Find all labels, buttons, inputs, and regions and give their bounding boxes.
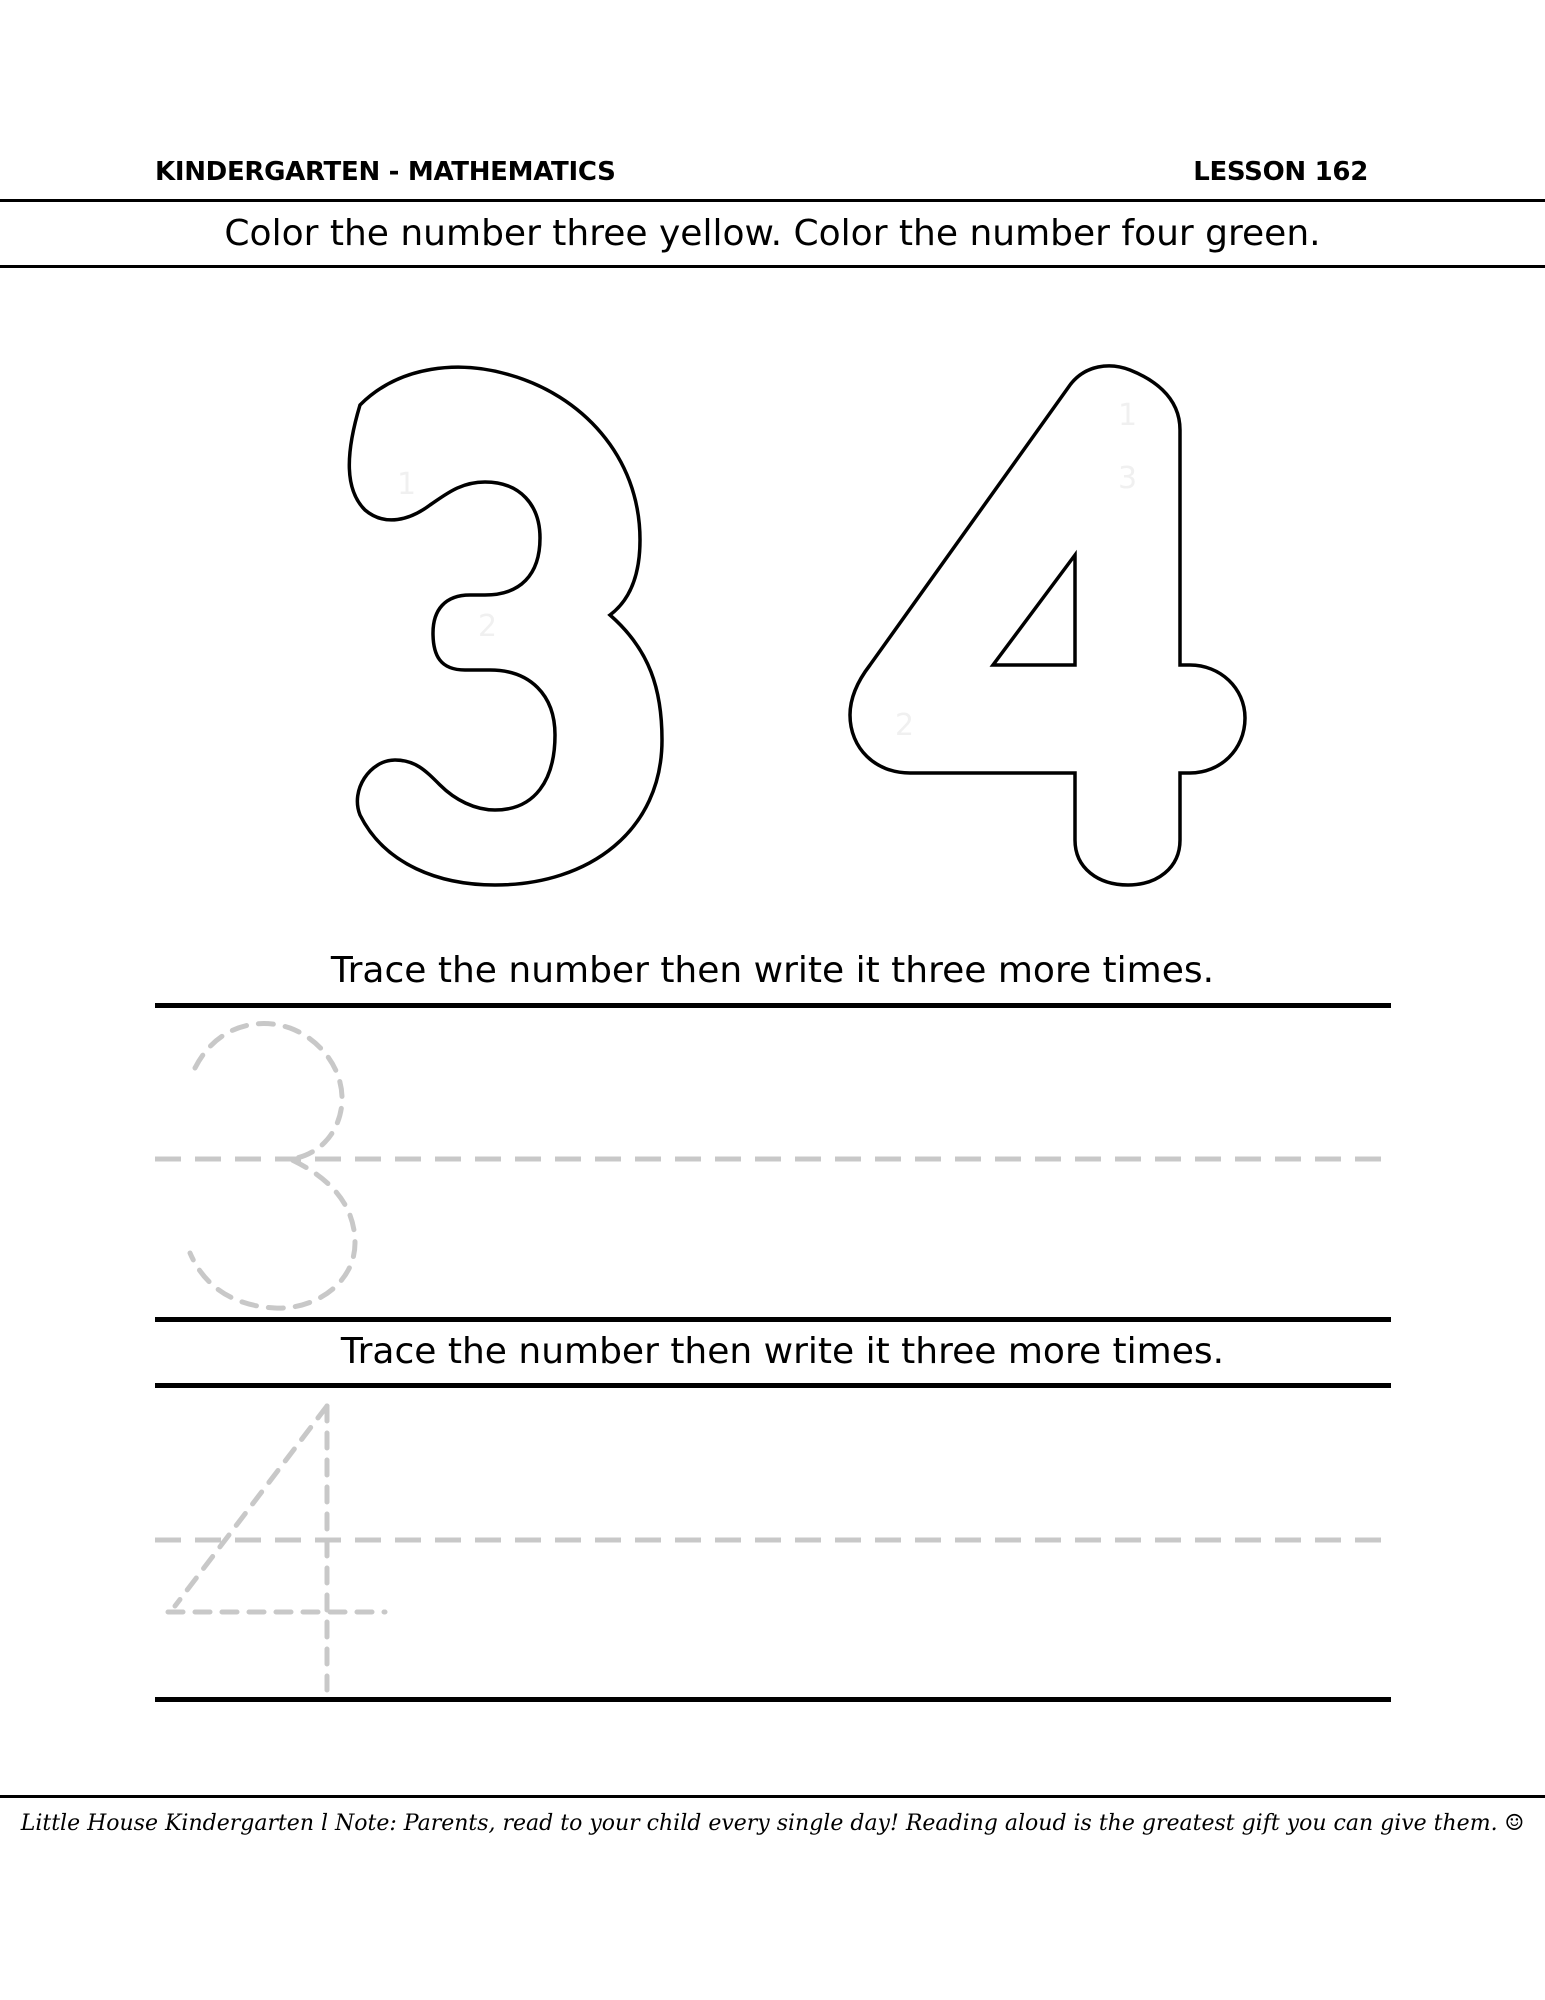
trace-row-four[interactable]: [155, 1388, 1391, 1700]
mark-four-1: 1: [1118, 398, 1138, 433]
coloring-digits: [0, 340, 1545, 900]
bubble-digit-four[interactable]: [850, 366, 1245, 885]
footer-rule: [0, 1795, 1545, 1798]
mark-four-2: 2: [895, 708, 915, 743]
footer-note: Little House Kindergarten l Note: Parents, read to your child every single day! Reading aloud is the greatest gift you can give them. ☺: [20, 1811, 1525, 1836]
header-rule-bottom: [0, 265, 1545, 268]
header-rule-top: [0, 199, 1545, 202]
trace-instruction-three: Trace the number then write it three more times.: [330, 950, 1215, 991]
mark-four-3: 3: [1118, 461, 1138, 496]
traceable-digit-four[interactable]: [168, 1406, 385, 1690]
trace-row-three[interactable]: [155, 1008, 1391, 1318]
trace-row-three-bottom-line: [155, 1317, 1391, 1322]
header-lesson: LESSON 162: [1193, 157, 1368, 187]
bubble-digit-three[interactable]: [349, 367, 662, 885]
traceable-digit-three[interactable]: [190, 1024, 355, 1309]
coloring-instruction: Color the number three yellow. Color the number four green.: [224, 213, 1321, 254]
header-subject: KINDERGARTEN - MATHEMATICS: [155, 157, 616, 187]
mark-three-1: 1: [397, 467, 417, 502]
mark-three-2: 2: [478, 609, 498, 644]
trace-row-four-bottom-line: [155, 1697, 1391, 1702]
trace-instruction-four: Trace the number then write it three more times.: [340, 1331, 1225, 1372]
